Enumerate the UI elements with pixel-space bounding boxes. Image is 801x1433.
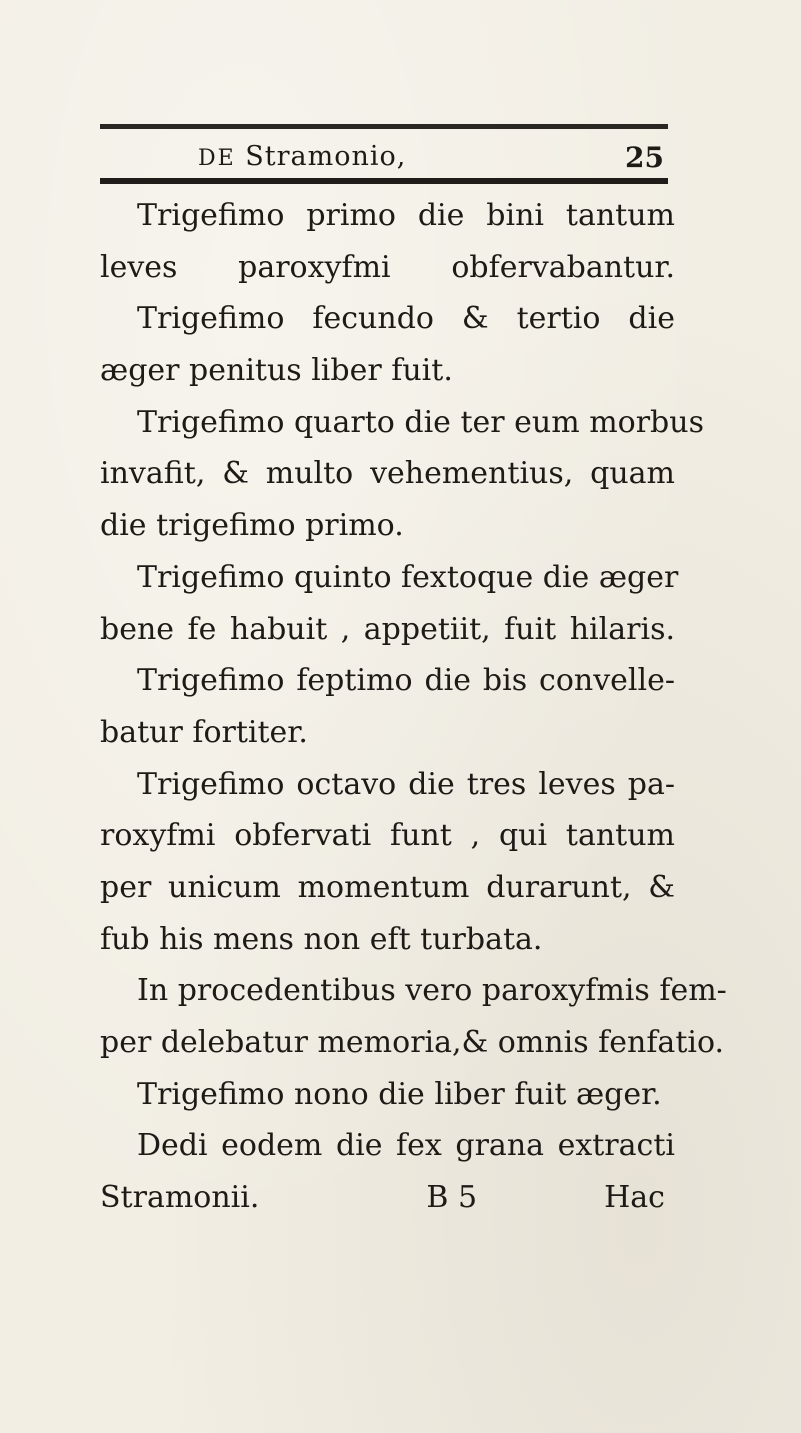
running-head-title <box>198 141 406 172</box>
text-line: Dedi eodem die fex grana extracti <box>137 1128 675 1164</box>
running-head <box>100 137 668 177</box>
header-rule-bottom <box>100 178 668 184</box>
text-line: Trigefimo primo die bini tantum <box>137 198 675 233</box>
text-line: Trigefimo quarto die ter eum morbus <box>137 404 704 440</box>
text-line: bene fe habuit , appetiit, fuit hilaris. <box>100 611 675 647</box>
text-line: invafit, & multo vehementius, quam <box>100 456 675 492</box>
text-line: æger penitus liber fuit. <box>100 353 453 389</box>
text-line: In procedentibus vero paroxyfmis fem- <box>137 973 727 1009</box>
catchword-left: Stramonii. <box>100 1180 260 1216</box>
text-line: Trigefimo feptimo die bis convelle- <box>137 663 675 699</box>
text-line: Trigefimo quinto fextoque die æger <box>137 559 679 595</box>
catchword-line <box>100 1172 675 1224</box>
text-line: per delebatur memoria,& omnis fenfatio. <box>100 1025 725 1060</box>
text-line: Trigefimo octavo die tres leves pa- <box>137 766 675 802</box>
text-line: Trigefimo nono die liber fuit æger. <box>137 1076 662 1112</box>
text-line: die trigefimo primo. <box>100 508 404 544</box>
text-line: Trigefimo fecundo & tertio die <box>137 301 675 337</box>
running-head-prefix: DE <box>198 146 236 171</box>
header-rule-top <box>100 124 668 129</box>
body-text <box>100 190 727 1224</box>
text-line: per unicum momentum durarunt, & <box>100 869 675 905</box>
running-head-word: Stramonio, <box>245 141 407 172</box>
text-line: roxyfmi obfervati funt , qui tantum <box>100 818 675 854</box>
text-line: fub his mens non eft turbata. <box>100 921 543 957</box>
catchword-right: Hac <box>604 1180 665 1216</box>
text-line: batur fortiter. <box>100 714 308 750</box>
page-number: 25 <box>625 141 664 174</box>
signature-mark: B 5 <box>426 1180 478 1216</box>
text-line: leves paroxyfmi obfervabantur. <box>100 249 675 285</box>
